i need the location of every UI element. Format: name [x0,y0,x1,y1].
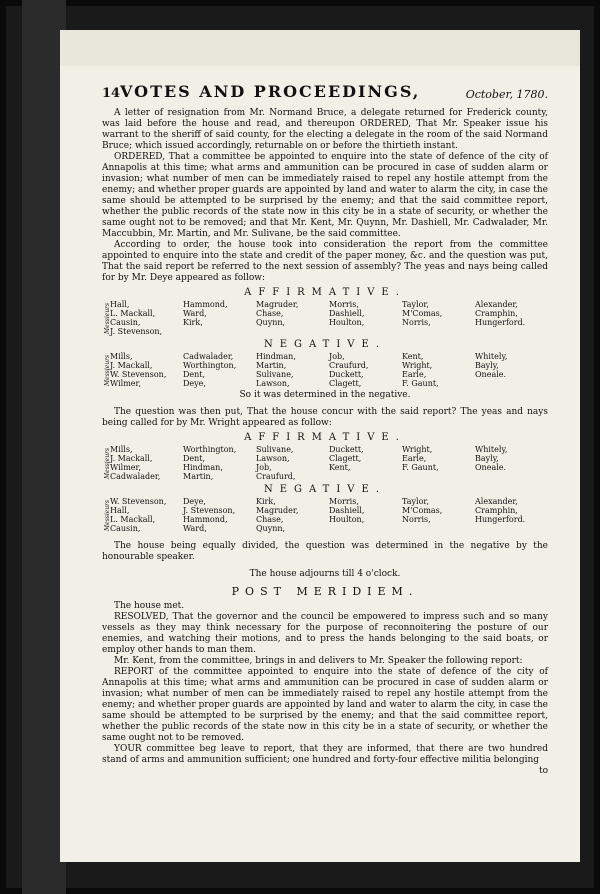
member-name: Lawson, [256,379,290,388]
member-name: Wilmer, [110,379,142,388]
member-name: F. Gaunt, [402,379,439,388]
member-name: Morris, [329,497,359,506]
member-name: Taylor, [402,300,429,309]
member-name: Morris, [329,300,359,309]
member-name: Cadwalader, [110,472,161,481]
member-name: Oneale. [475,463,507,472]
member-name: Norris, [402,515,431,524]
member-name: Mills, [110,445,133,454]
member-name: Clagett, [329,454,362,463]
member-name: Magruder, [256,300,299,309]
member-name: Worthington, [183,445,237,454]
member-name: Earle, [402,370,427,379]
member-name: Martin, [183,472,214,481]
vote-names [110,300,548,336]
paragraph-resolved: RESOLVED, That the governor and the council be empowered to impress such and so many vessels as they may think necessary for the purpose of reconnoitering the posture of our enemies, and watching their motions, and to press the hands belonging to the said boats, or employ other hands to man them. [102,612,548,655]
member-name [475,327,548,336]
member-name: Whitely, [475,352,508,361]
member-name: M'Comas, [402,506,443,515]
page-top-edge [60,30,580,70]
vote-block [102,445,548,481]
member-name: Chase, [256,515,284,524]
member-name [402,327,475,336]
member-name: Norris, [402,318,431,327]
paragraph-house-met: The house met. [114,601,185,611]
paragraph-kent-report: Mr. Kent, from the committee, brings in and delivers to Mr. Speaker the following report: [114,656,523,666]
affirmative-heading: AFFIRMATIVE. [244,432,406,443]
member-name: Hammond, [183,300,228,309]
member-name: Sulivane, [256,370,294,379]
vote-names [110,445,548,481]
paragraph-report: REPORT of the committee appointed to enquire into the state of defence of the city of Annapolis at this time; what arms and ammunition can be procured in case of sudden alarm or invasion; what number of men can be immediately raised to repel any hostile attempt from the enemy; and whether proper guards are appointed by land and water to alarm the city, in case the same should be attempted to be surprised by the enemy; and that the said committee report, whether the public records of the state now in this city be in a state of security, or whether the same ought not to be removed. [102,667,548,743]
paragraph-concur: The question was then put, That the house concur with the said report? The yeas and nays being called for by Mr. Wright appeared as follow: [102,407,548,428]
member-name: Quynn, [256,318,286,327]
member-name: Hindman, [256,352,296,361]
member-name [329,327,402,336]
member-name: L. Mackall, [110,515,156,524]
member-name: Hall, [110,300,130,309]
affirmative-heading: AFFIRMATIVE. [244,287,406,298]
member-name: Kirk, [183,318,203,327]
member-name: Hungerford. [475,318,526,327]
member-name: J. Stevenson, [183,506,236,515]
adjournment-text: The house adjourns till 4 o'clock. [249,569,401,579]
member-name: Cramphin, [475,309,518,318]
header-date: October, 1780. [465,88,548,101]
member-name: Hindman, [183,463,223,472]
member-name: Duckett, [329,445,364,454]
member-name: Oneale. [475,370,507,379]
member-name: J. Mackall, [110,361,153,370]
member-name: Quynn, [256,524,286,533]
member-name: Earle, [402,454,427,463]
member-name: F. Gaunt, [402,463,439,472]
member-name: Dent, [183,370,206,379]
member-name: Bayly, [475,361,499,370]
side-label: Messieurs [104,302,111,334]
member-name: Job, [256,463,272,472]
paragraph-paper-money: According to order, the house took into consideration the report from the committee appointed to enquire into the state and credit of the paper money, &c. and the question was put, That the said report be referred to the next session of assembly? The yeas and nays being called for by Mr. Deye appeared as follow: [102,240,548,283]
paragraph-committee-order: ORDERED, That a committee be appointed to enquire into the state of defence of the city of Annapolis at this time; what arms and ammunition can be procured in case of sudden alarm or invasion; what number of men can be immediately raised to repel any hostile attempt from the enemy; and whether proper guards are appointed by land and water to alarm the city, in case the same should be attempted to be surprised by the enemy; and that the said committee report, whether the public records of the state now in this city be in a state of security, or whether the same ought not to be removed; and that Mr. Kent, Mr. Quynn, Mr. Dashiell, Mr. Cadwalader, Mr. Maccubbin, Mr. Martin, and Mr. Sulivane, be the said committee. [102,152,548,239]
negative-heading: NEGATIVE. [263,484,387,495]
member-name: W. Stevenson, [110,370,167,379]
member-name: Duckett, [329,370,364,379]
member-name: Ward, [183,309,207,318]
paragraph-your-committee: YOUR committee beg leave to report, that they are informed, that there are two hundred stand of arms and ammunition sufficient; one hundred and forty-four effective militia belonging [102,744,548,765]
member-name [329,472,402,481]
member-name [183,327,256,336]
member-name [475,472,548,481]
member-name: Ward, [183,524,207,533]
paragraph-resignation: A letter of resignation from Mr. Normand Bruce, a delegate returned for Frederick county, was laid before the house and read, and thereupon ORDERED, That Mr. Speaker issue his warrant to the sheriff of said county, for the electing a delegate in the room of the said Normand Bruce; which issued accordingly, returnable on or before the thirtieth instant. [102,108,548,151]
member-name [256,327,329,336]
vote-block [102,497,548,533]
member-name: Kirk, [256,497,276,506]
member-name: L. Mackall, [110,309,156,318]
member-name: Alexander, [475,497,518,506]
member-name: Wright, [402,445,433,454]
page-number: 14 [102,86,121,101]
member-name: Martin, [256,361,287,370]
page-content [102,82,548,777]
member-name [329,524,402,533]
member-name [402,524,475,533]
member-name [402,472,475,481]
member-name: M'Comas, [402,309,443,318]
member-name: Wilmer, [110,463,142,472]
member-name: Houlton, [329,515,365,524]
member-name: Whitely, [475,445,508,454]
member-name: Taylor, [402,497,429,506]
side-label: Messieurs [104,499,111,531]
member-name: Hungerford. [475,515,526,524]
member-name: Causin, [110,318,141,327]
vote-names [110,497,548,533]
member-name: Cadwalader, [183,352,234,361]
member-name: W. Stevenson, [110,497,167,506]
member-name: J. Stevenson, [110,327,163,336]
member-name [475,379,548,388]
member-name: Magruder, [256,506,299,515]
member-name: Hammond, [183,515,228,524]
member-name: Mills, [110,352,133,361]
member-name: Clagett, [329,379,362,388]
running-header [102,82,548,108]
member-name: Alexander, [475,300,518,309]
member-name: Lawson, [256,454,290,463]
member-name: Causin, [110,524,141,533]
catchword: to [538,766,548,776]
side-label: Messieurs [104,447,111,479]
vote-block [102,352,548,388]
member-name: Dent, [183,454,206,463]
member-name: Sulivane, [256,445,294,454]
member-name: Bayly, [475,454,499,463]
side-label: Messieurs [104,354,111,386]
member-name: Craufurd, [256,472,296,481]
member-name: Kent, [329,463,351,472]
vote-block [102,300,548,336]
member-name: Dashiell, [329,506,365,515]
negative-heading: NEGATIVE. [263,339,387,350]
member-name: Job, [329,352,345,361]
member-name: Hall, [110,506,130,515]
member-name: J. Mackall, [110,454,153,463]
member-name [475,524,548,533]
member-name: Deye, [183,379,206,388]
post-meridiem-heading: POST MERIDIEM. [231,585,419,598]
vote-names [110,352,548,388]
member-name: Craufurd, [329,361,369,370]
determination-text: So it was determined in the negative. [239,390,411,400]
member-name: Worthington, [183,361,237,370]
paragraph-divided: The house being equally divided, the question was determined in the negative by the honourable speaker. [102,541,548,562]
member-name: Deye, [183,497,206,506]
member-name: Wright, [402,361,433,370]
member-name: Chase, [256,309,284,318]
member-name: Dashiell, [329,309,365,318]
member-name: Kent, [402,352,424,361]
member-name: Houlton, [329,318,365,327]
member-name: Cramphin, [475,506,518,515]
header-title: VOTES AND PROCEEDINGS, [120,82,421,101]
